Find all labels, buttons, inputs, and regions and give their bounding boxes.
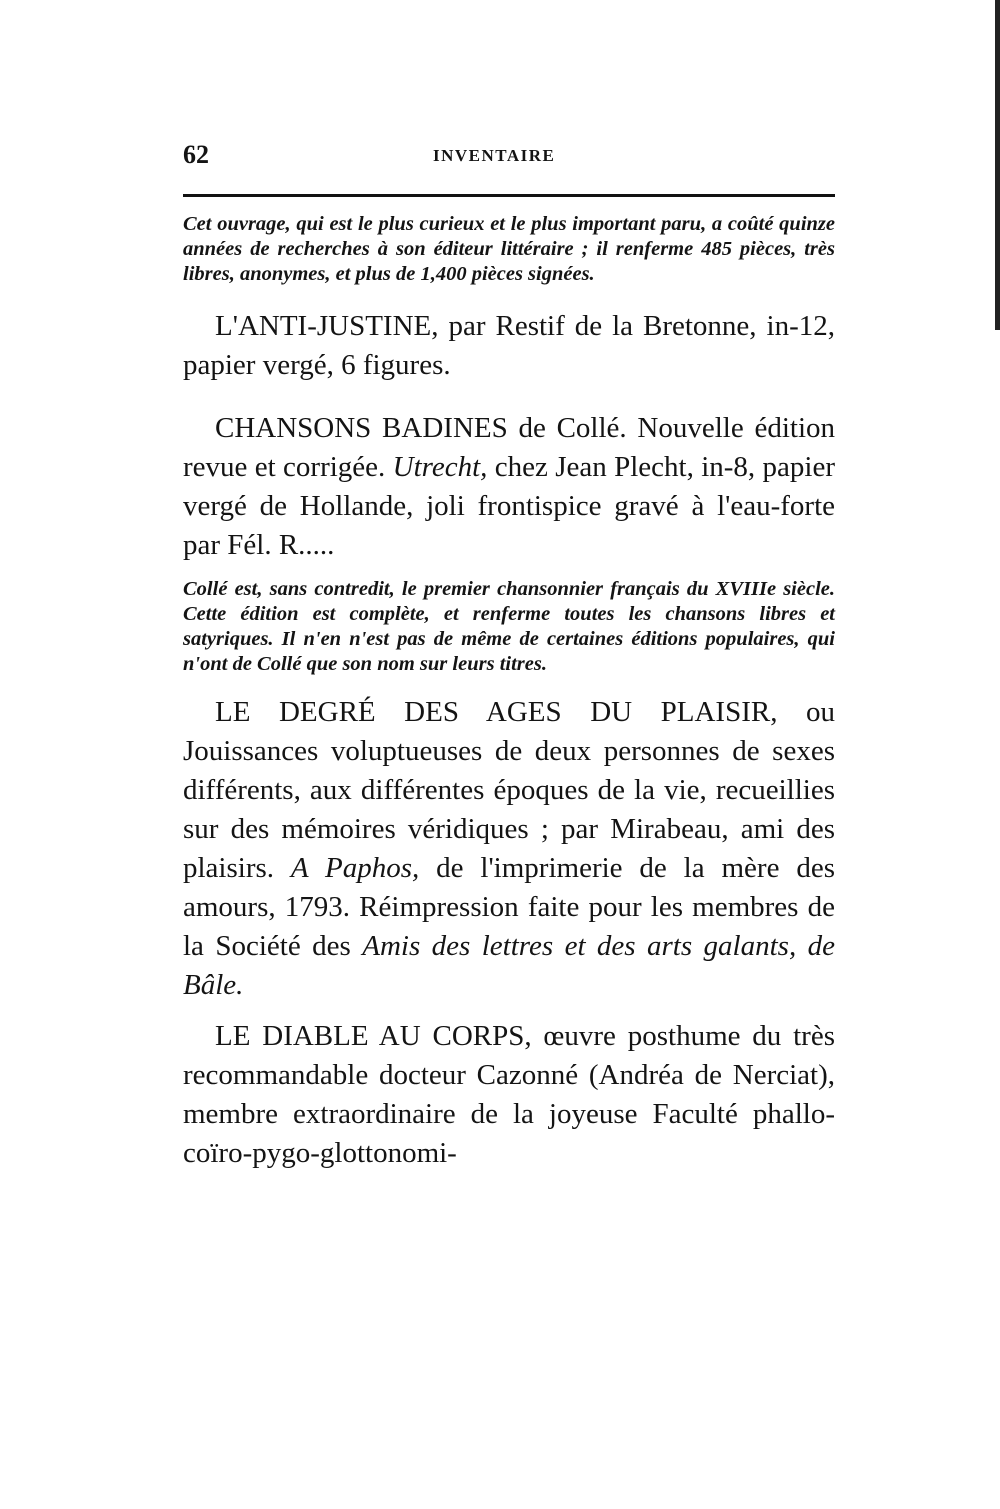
page-body bbox=[183, 212, 835, 1173]
note-first: Cet ouvrage, qui est le plus curieux et le plus important paru, a coûté quinze années de recherches à son éditeur littéraire ; il renferme 485 pièces, très libres, anonymes, et plus de 1,400 pièces signées. bbox=[183, 213, 835, 285]
page-number: 62 bbox=[183, 140, 209, 169]
page-edge-line bbox=[995, 0, 1000, 330]
entry-anti-justine: L'ANTI-JUSTINE, par Restif de la Bretonne, in-12, papier vergé, 6 figures. bbox=[183, 310, 835, 381]
entry-diable-au-corps: LE DIABLE AU CORPS, œuvre posthume du très recommandable docteur Cazonné (Andréa de Nerciat), membre extraordinaire de la joyeuse Faculté phallo-coïro-pygo-glottonomi- bbox=[183, 1020, 835, 1169]
entry-degre-text-1: LE DEGRÉ DES AGES DU PLAISIR, ou Jouissances voluptueuses de deux personnes de sexes différents, aux différentes époques de la vie, recueillies sur des mémoires véridiques ; par Mirabeau, ami des plaisirs. bbox=[183, 696, 835, 884]
running-title: INVENTAIRE bbox=[433, 146, 556, 165]
entry-degre-text-2: de l'imprimerie de la mère des amours, 1793. Réimpression faite pour les membres de la Société des bbox=[183, 852, 835, 962]
entry-chansons-text-2: chez Jean Plecht, in-8, papier vergé de Hollande, joli frontispice gravé à l'eau-forte par Fél. R..... bbox=[183, 451, 835, 561]
page-header bbox=[183, 140, 835, 176]
entry-chansons-text-1: CHANSONS BADINES de Collé. Nouvelle édition revue et corrigée. bbox=[183, 412, 835, 483]
note-second: Collé est, sans contredit, le premier chansonnier français du XVIIIe siècle. Cette édition est complète, et renferme toutes les chansons libres et satyriques. Il n'en n'est pas de même de certaines éditions populaires, qui n'ont de Collé que son nom sur leurs titres. bbox=[183, 578, 835, 675]
entry-chansons-badines bbox=[183, 409, 835, 565]
entry-degre-society: Amis des lettres et des arts galants, de Bâle. bbox=[183, 930, 836, 1001]
entry-degre-des-ages bbox=[183, 693, 835, 1005]
entry-degre-place: A Paphos, bbox=[290, 852, 420, 884]
entry-chansons-place: Utrecht, bbox=[392, 451, 488, 483]
header-rule bbox=[183, 194, 835, 197]
